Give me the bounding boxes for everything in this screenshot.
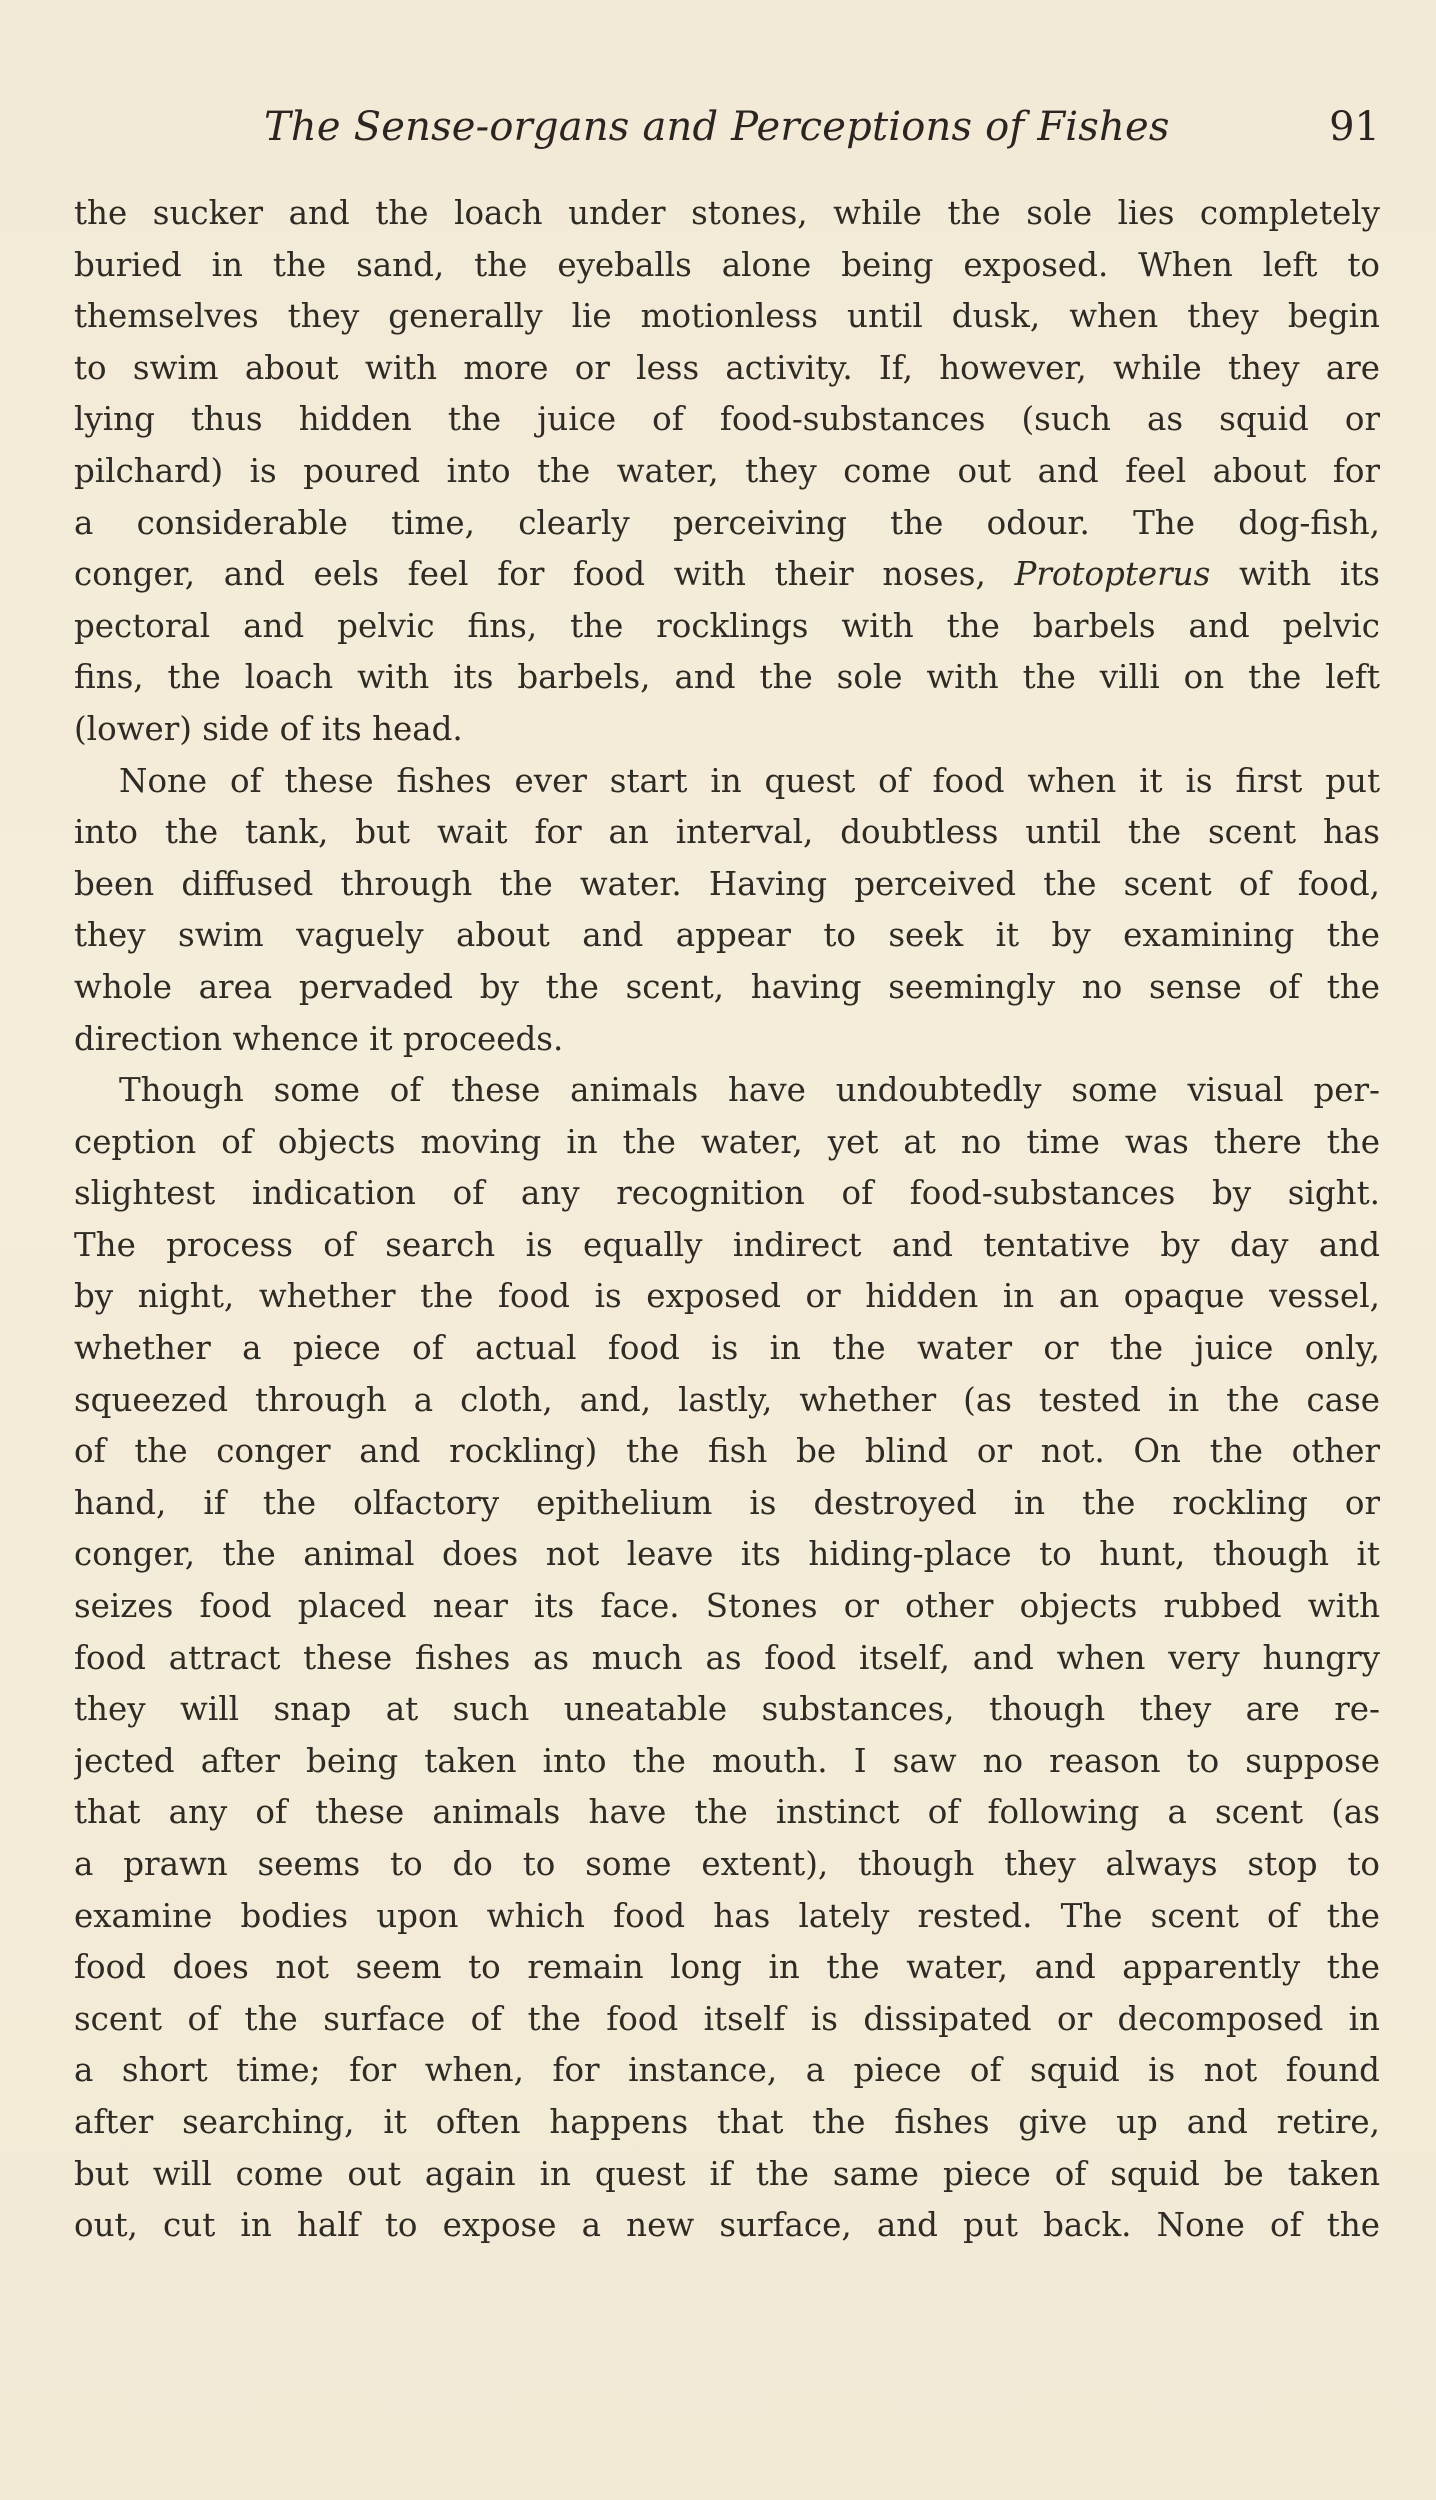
text-line: to swim about with more or less activity. If, however, while they are [74,348,1380,387]
text-line: fins, the loach with its barbels, and the sole with the villi on the left [74,658,1380,697]
text-line: scent of the surface of the food itself is dissipated or decomposed in [74,1999,1380,2038]
text-line: pilchard) is poured into the water, they come out and feel about for [74,451,1380,490]
text-line: squeezed through a cloth, and, lastly, whether (as tested in the case [74,1380,1380,1419]
text-line: that any of these animals have the instinct of following a scent (as [74,1793,1380,1832]
text-line: they swim vaguely about and appear to seek it by examining the [74,916,1380,955]
text-fragment: with its [1238,555,1380,594]
paragraph [74,1065,1380,2252]
text-line: after searching, it often happens that the fishes give up and retire, [74,2102,1380,2141]
text-line: been diffused through the water. Having perceived the scent of food, [74,864,1380,903]
text-line: slightest indication of any recognition of food-substances by sight. [74,1174,1380,1213]
text-line: The process of search is equally indirect and tentative by day and [74,1225,1380,1264]
text-line: examine bodies upon which food has lately rested. The scent of the [74,1896,1380,1935]
page-header [74,104,1380,164]
text-line: whole area pervaded by the scent, having seemingly no sense of the [74,967,1380,1006]
text-line: direction whence it proceeds. [74,1019,564,1058]
running-head: The Sense-organs and Perceptions of Fishes [264,104,1170,150]
text-line: of the conger and rockling) the fish be blind or not. On the other [74,1432,1380,1471]
text-line: ception of objects moving in the water, yet at no time was there the [74,1122,1380,1161]
page-number: 91 [1329,104,1380,150]
text-line: a considerable time, clearly perceiving the odour. The dog-fish, [74,503,1380,542]
text-line: lying thus hidden the juice of food-substances (such as squid or [74,400,1380,439]
text-fragment: conger, and eels feel for food with their noses, [74,555,986,594]
text-line: food does not seem to remain long in the water, and apparently the [74,1948,1380,1987]
text-line: pectoral and pelvic fins, the rocklings with the barbels and pelvic [74,606,1380,645]
text-line: whether a piece of actual food is in the water or the juice only, [74,1329,1380,1368]
text-line: hand, if the olfactory epithelium is destroyed in the rockling or [74,1483,1380,1522]
text-line: the sucker and the loach under stones, while the sole lies completely [74,194,1380,232]
text-line: out, cut in half to expose a new surface, and put back. None of the [74,2206,1380,2245]
text-line: a short time; for when, for instance, a piece of squid is not found [74,2051,1380,2090]
body-text [74,188,1380,2252]
text-line: buried in the sand, the eyeballs alone being exposed. When left to [74,245,1380,284]
text-line: food attract these fishes as much as food itself, and when very hungry [74,1638,1380,1677]
text-line: None of these fishes ever start in quest of food when it is first put [119,761,1380,800]
text-line: by night, whether the food is exposed or hidden in an opaque vessel, [74,1277,1380,1316]
text-line: themselves they generally lie motionless until dusk, when they begin [74,297,1380,336]
text-line: seizes food placed near its face. Stones or other objects rubbed with [74,1587,1380,1626]
species-name: Protopterus [1014,555,1211,594]
paragraph [74,188,1380,756]
text-line: (lower) side of its head. [74,709,463,748]
text-line: a prawn seems to do to some extent), though they always stop to [74,1845,1380,1883]
paragraph [74,756,1380,1066]
text-line: into the tank, but wait for an interval, doubtless until the scent has [74,813,1380,852]
text-line: conger, the animal does not leave its hiding-place to hunt, though it [74,1535,1380,1574]
text-line: Though some of these animals have undoubtedly some visual per- [119,1071,1380,1110]
text-line: but will come out again in quest if the same piece of squid be taken [74,2154,1380,2193]
text-line: they will snap at such uneatable substances, though they are re- [74,1690,1380,1729]
text-line [74,549,1380,601]
text-line: jected after being taken into the mouth. I saw no reason to suppose [74,1741,1380,1780]
